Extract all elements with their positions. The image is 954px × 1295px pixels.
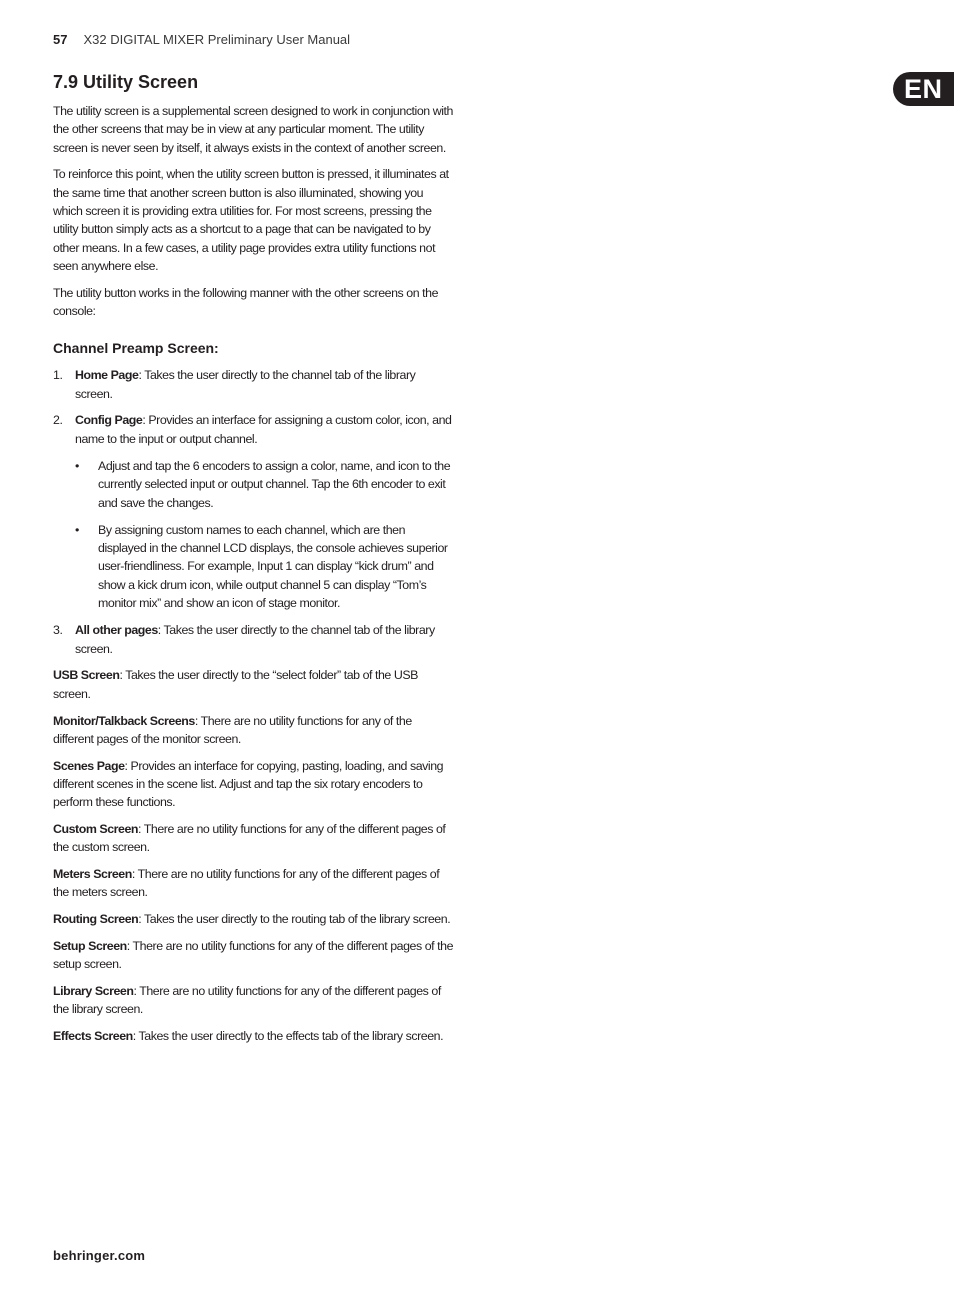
config-bullets <box>75 457 453 612</box>
screen-term: Effects Screen <box>53 1029 133 1044</box>
list-number: 3. <box>53 623 63 638</box>
bullet-icon: • <box>75 458 79 473</box>
item-term: All other pages <box>75 623 158 638</box>
screen-term: USB Screen <box>53 668 120 683</box>
screen-term: Setup Screen <box>53 938 127 953</box>
footer-logo[interactable]: behringer.com <box>53 1248 146 1263</box>
bullet-item <box>75 521 453 612</box>
intro-paragraph: To reinforce this point, when the utility screen button is pressed, it illuminates at the same time that another screen button is also illuminated, showing you which screen it is providing extra utilities for. For most screens, pressing the utility button simply acts as a shortcut to a page that can be navigated to by other means. In a few cases, a utility page provides extra utility functions not seen anywhere else. <box>53 167 449 273</box>
screen-entry <box>53 820 453 857</box>
main-content <box>53 70 453 1054</box>
bullet-text: Adjust and tap the 6 encoders to assign a color, name, and icon to the currently selected input or output channel. Tap the 6th encoder to exit and save the changes. <box>98 458 451 510</box>
intro-paragraph: The utility button works in the following manner with the other screens on the console: <box>53 285 439 318</box>
screen-entry <box>53 910 453 928</box>
screen-text: : There are no utility functions for any of the different pages of the custom screen. <box>53 822 446 855</box>
section-title: 7.9 Utility Screen <box>53 72 199 92</box>
screen-entry <box>53 865 453 902</box>
screen-entry <box>53 937 453 974</box>
channel-preamp-heading: Channel Preamp Screen: <box>53 340 219 357</box>
list-number: 2. <box>53 413 63 428</box>
item-text: : Takes the user directly to the channel tab of the library screen. <box>75 368 416 401</box>
screen-text: : Takes the user directly to the routing tab of the library screen. <box>138 912 451 927</box>
channel-preamp-list <box>53 366 453 658</box>
item-term: Home Page <box>75 368 139 383</box>
screen-term: Monitor/Talkback Screens <box>53 713 195 728</box>
bullet-item <box>75 457 453 512</box>
item-term: Config Page <box>75 413 143 428</box>
item-text: : Provides an interface for assigning a custom color, icon, and name to the input or output channel. <box>75 413 452 446</box>
list-item <box>53 366 453 403</box>
screen-text: : There are no utility functions for any of the different pages of the meters screen. <box>53 867 440 900</box>
screen-text: : Takes the user directly to the “select folder” tab of the USB screen. <box>53 668 418 701</box>
screen-entry <box>53 982 453 1019</box>
screen-entry <box>53 712 453 749</box>
screen-text: : There are no utility functions for any of the different pages of the library screen. <box>53 984 441 1017</box>
screen-entry <box>53 1027 453 1045</box>
manual-title: X32 DIGITAL MIXER Preliminary User Manual <box>83 32 351 47</box>
screen-entry <box>53 757 453 812</box>
list-item <box>53 411 453 612</box>
running-header <box>53 32 350 47</box>
page-number: 57 <box>53 32 68 47</box>
screen-term: Meters Screen <box>53 867 132 882</box>
list-item <box>53 621 453 658</box>
screen-entry <box>53 666 453 703</box>
screen-term: Custom Screen <box>53 822 139 836</box>
screen-text: : Takes the user directly to the effects tab of the library screen. <box>132 1029 444 1044</box>
bullet-icon: • <box>75 522 79 537</box>
bullet-text: By assigning custom names to each channel, which are then displayed in the channel LCD displays, the console achieves superior user-friendliness. For example, Input 1 can display “kick drum” and show a kick drum icon, while output channel 5 can display “Tom’s monitor mix” and show an icon of stage monitor. <box>98 522 448 611</box>
screen-text: : There are no utility functions for any of the different pages of the monitor screen. <box>53 713 412 746</box>
language-tab: EN <box>893 72 954 106</box>
screen-text: : There are no utility functions for any of the different pages of the setup screen. <box>53 938 454 972</box>
intro-paragraph: The utility screen is a supplemental screen designed to work in conjunction with the other screens that may be in view at any particular moment. The utility screen is never seen by itself, it always exists in the context of another screen. <box>53 104 453 155</box>
screen-term: Scenes Page <box>53 758 125 773</box>
screen-term: Library Screen <box>53 984 134 999</box>
item-text: : Takes the user directly to the channel tab of the library screen. <box>75 623 435 656</box>
screen-term: Routing Screen <box>53 912 139 927</box>
list-number: 1. <box>53 368 63 383</box>
screen-text: : Provides an interface for copying, pasting, loading, and saving different scenes in the scene list. Adjust and tap the six rotary encoders to perform these functions. <box>53 758 444 810</box>
